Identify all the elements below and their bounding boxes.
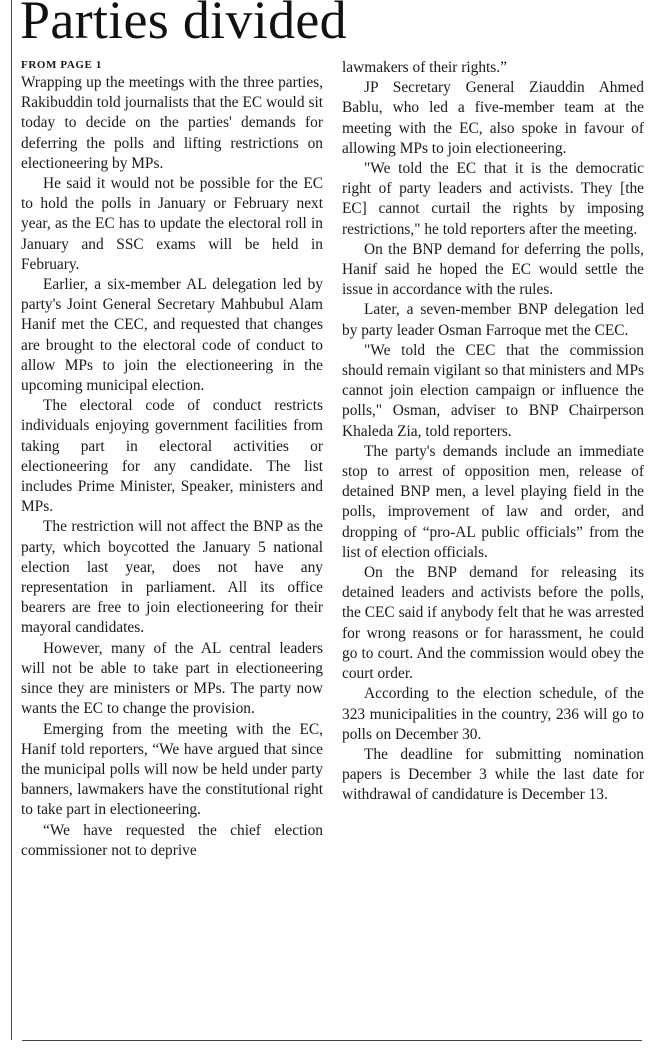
headline: Parties divided xyxy=(20,0,347,50)
right-column xyxy=(342,58,644,806)
kicker: FROM PAGE 1 xyxy=(21,59,102,71)
paragraph: Emerging from the meeting with the EC, Hanif told reporters, “We have argued that since the municipal polls will now be held under party banners, lawmakers have the constitutional right to take part in electioneering. xyxy=(21,720,323,819)
paragraph: Later, a seven-member BNP delegation led by party leader Osman Farroque met the CEC. xyxy=(342,301,644,339)
paragraph: On the BNP demand for releasing its detained leaders and activists before the polls, the CEC said if anybody felt that he was arrested for wrong reasons or for harassment, he could go to court. And the commission would obey the court order. xyxy=(342,564,644,683)
paragraph: However, many of the AL central leaders will not be able to take part in electioneering since they are ministers or MPs. The party now wants the EC to change the provision. xyxy=(21,639,323,718)
paragraph: “We have requested the chief election commissioner not to deprive xyxy=(21,821,323,859)
left-column-rule xyxy=(11,0,12,1040)
paragraph: The party's demands include an immediate stop to arrest of opposition men, release of detained BNP men, a level playing field in the polls, improvement of law and order, and dropping of “pro-AL public officials” from the list of election officials. xyxy=(342,442,644,561)
paragraph: The deadline for submitting nomination papers is December 3 while the last date for withdrawal of candidature is December 13. xyxy=(342,745,644,804)
paragraph: The electoral code of conduct restricts individuals enjoying government facilities from taking part in electoral activities or electioneering for any candidate. The list includes Prime Minister, Speaker, ministers and MPs. xyxy=(21,397,323,516)
left-column xyxy=(21,58,323,861)
paragraph: "We told the CEC that the commission should remain vigilant so that ministers and MPs cannot join election campaign or influence the polls," Osman, adviser to BNP Chairperson Khaleda Zia, told reporters. xyxy=(342,341,644,440)
bottom-rule xyxy=(22,1040,642,1041)
paragraph: JP Secretary General Ziauddin Ahmed Bablu, who led a five-member team at the meeting with the EC, also spoke in favour of allowing MPs to join electioneering. xyxy=(342,79,644,157)
paragraph: He said it would not be possible for the EC to hold the polls in January or February next year, as the EC has to update the electoral roll in January and SSC exams will be held in February. xyxy=(21,175,323,273)
paragraph-continued: lawmakers of their rights.” xyxy=(342,59,507,76)
paragraph: The restriction will not affect the BNP as the party, which boycotted the January 5 national election last year, does not have any representation in parliament. All its office bearers are free to join electioneering for their mayoral candidates. xyxy=(21,518,323,637)
paragraph: Wrapping up the meetings with the three parties, Rakibuddin told journalists that the EC would sit today to decide on the parties' demands for deferring the polls and lifting restrictions on electioneering by MPs. xyxy=(21,74,323,172)
paragraph: "We told the EC that it is the democratic right of party leaders and activists. They [the EC] cannot curtail the rights by imposing restrictions," he told reporters after the meeting. xyxy=(342,160,644,238)
paragraph: Earlier, a six-member AL delegation led by party's Joint General Secretary Mahbubul Alam Hanif met the CEC, and requested that changes are brought to the electoral code of conduct to allow MPs to join the electioneering in the upcoming municipal election. xyxy=(21,276,323,395)
paragraph: On the BNP demand for deferring the polls, Hanif said he hoped the EC would settle the issue in accordance with the rules. xyxy=(342,240,644,299)
paragraph: According to the election schedule, of the 323 municipalities in the country, 236 will go to polls on December 30. xyxy=(342,685,644,743)
